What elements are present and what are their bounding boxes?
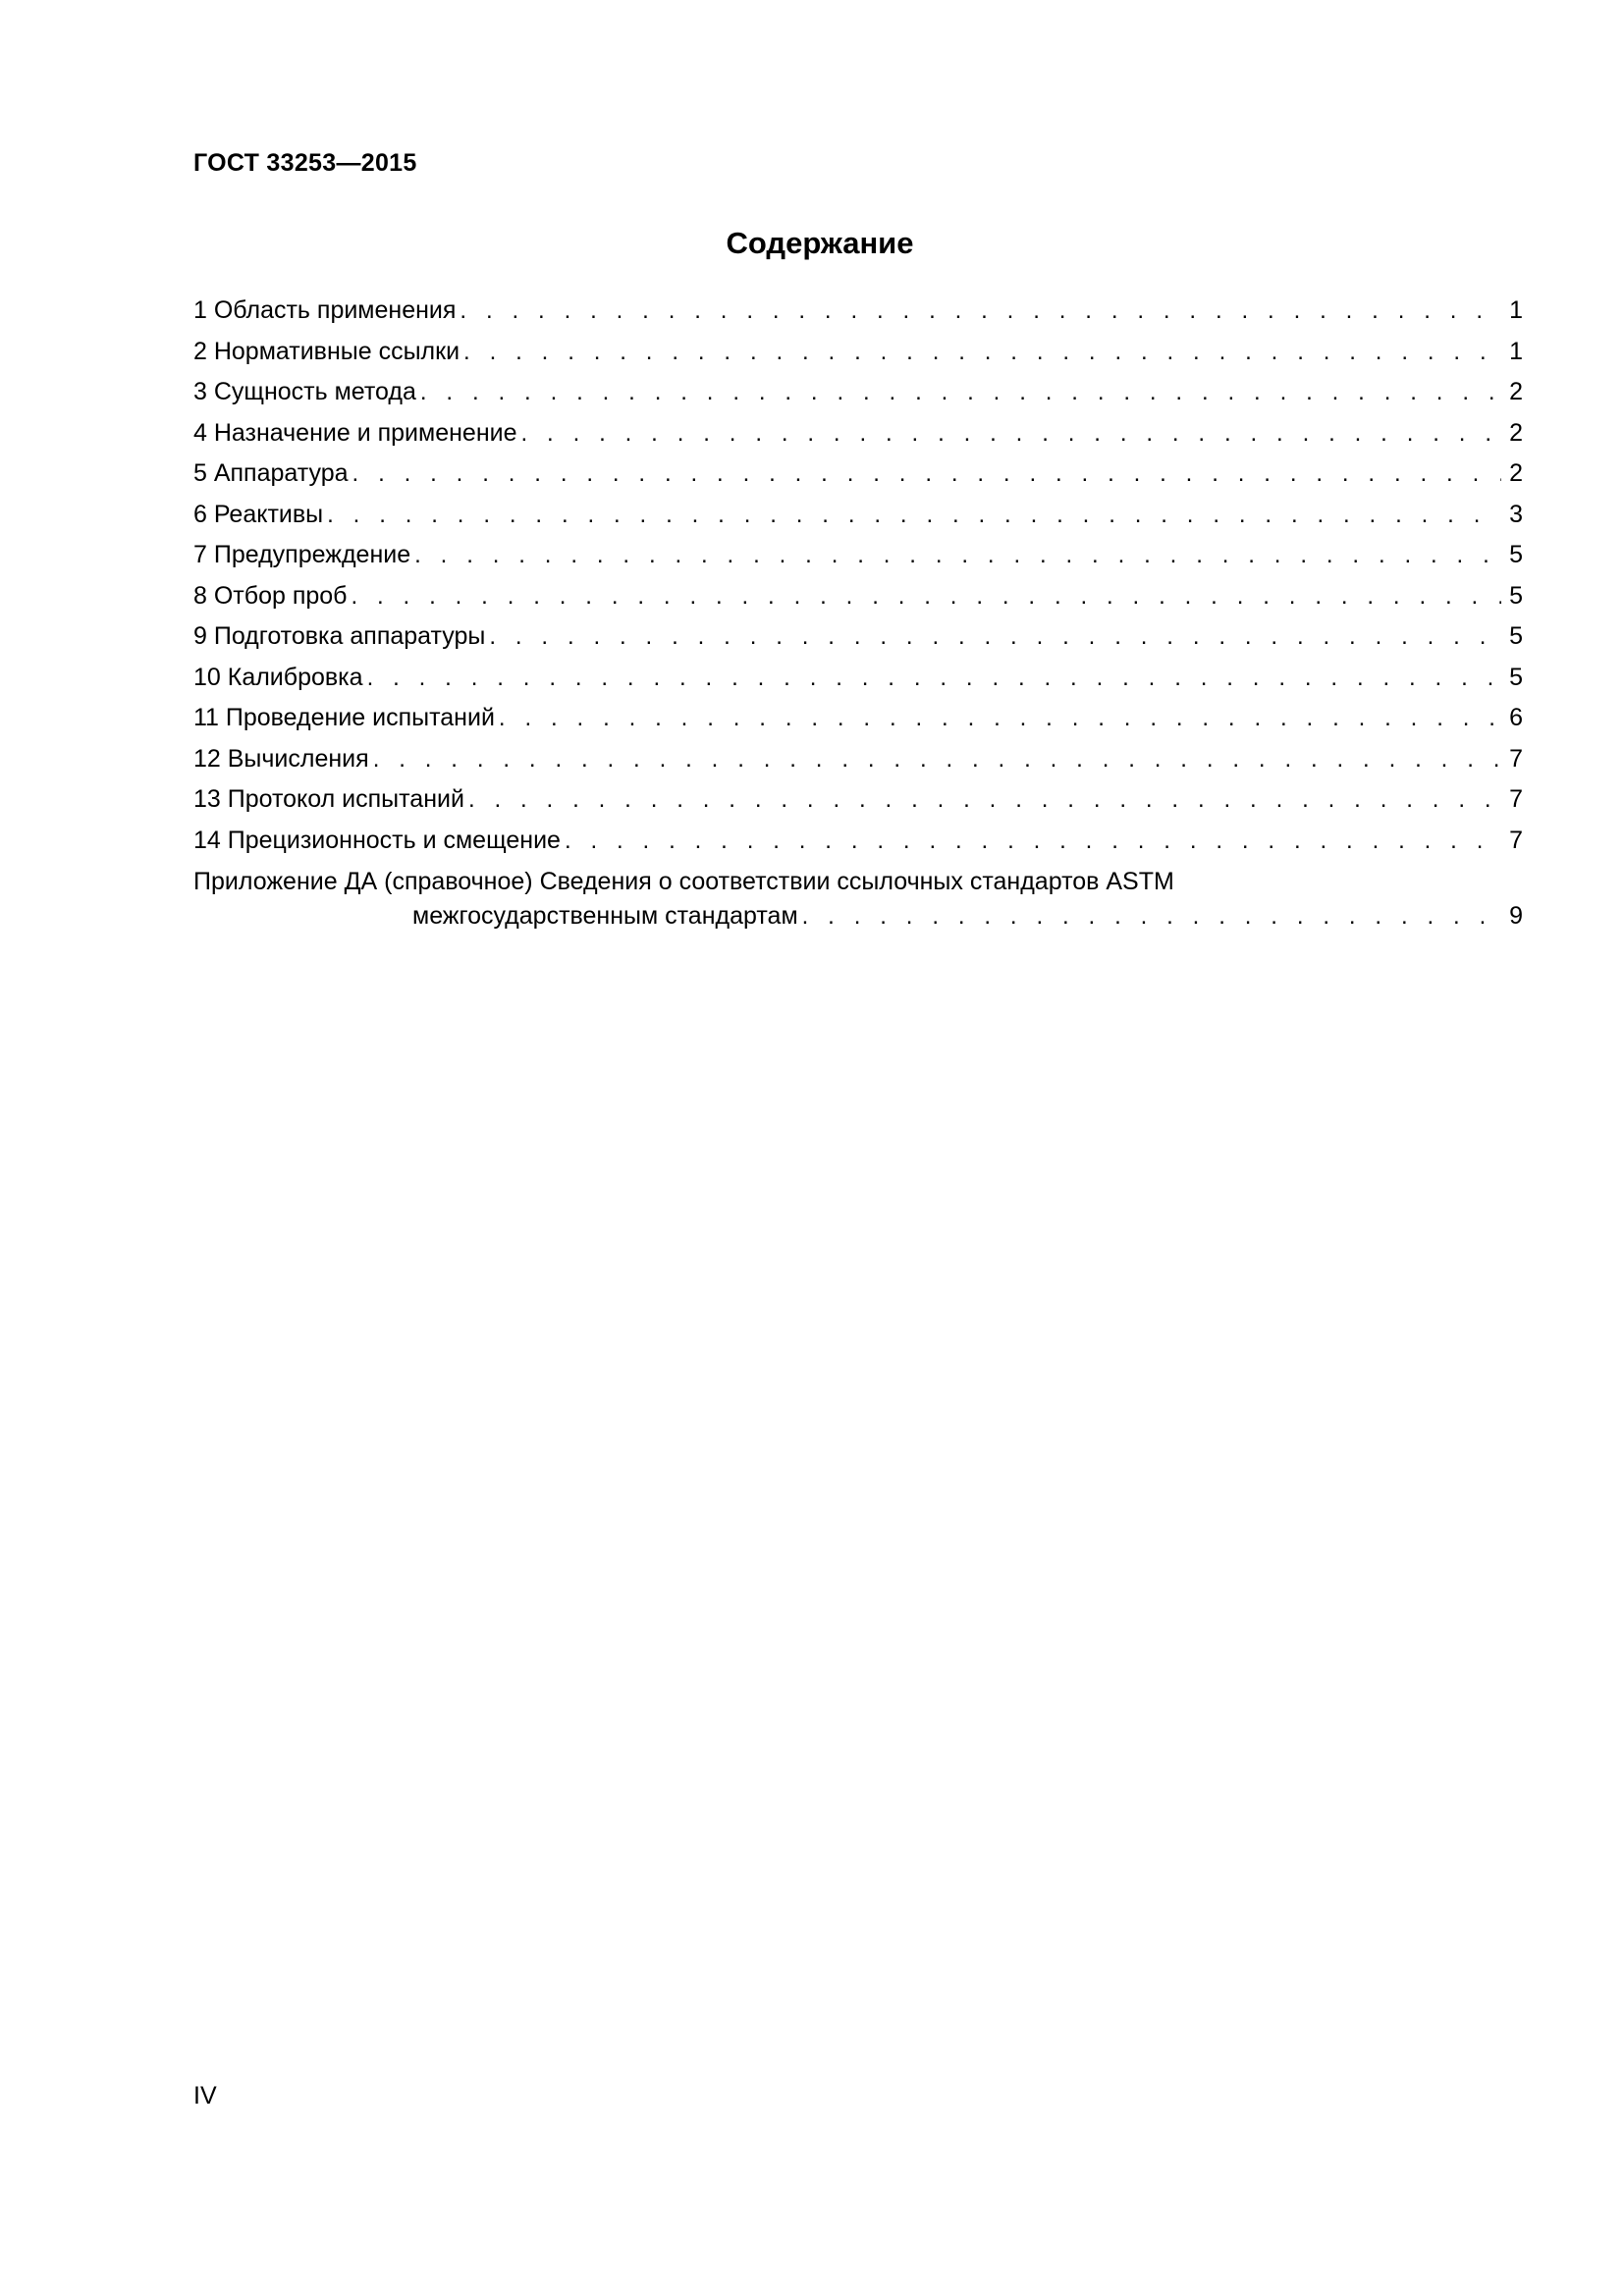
appendix-title-line2: межгосударственным стандартам bbox=[412, 902, 798, 930]
toc-entry-label: 6 Реактивы bbox=[193, 500, 324, 528]
toc-entry-page: 7 bbox=[1509, 744, 1523, 773]
toc-entry-page: 2 bbox=[1509, 459, 1523, 487]
dot-leader bbox=[802, 899, 1503, 934]
toc-entry-page: 5 bbox=[1509, 541, 1523, 568]
toc-entry-page: 5 bbox=[1509, 622, 1523, 650]
dot-leader bbox=[499, 698, 1501, 739]
toc-entry-label: 10 Калибровка bbox=[193, 663, 363, 691]
appendix-title-line2-row bbox=[193, 898, 1523, 934]
toc-entry-2[interactable] bbox=[193, 332, 1523, 373]
toc-entry-page: 5 bbox=[1509, 581, 1523, 610]
dot-leader bbox=[521, 413, 1502, 454]
dot-leader bbox=[463, 332, 1501, 373]
toc-entry-1[interactable] bbox=[193, 291, 1523, 332]
toc-entry-label: 9 Подготовка аппаратуры bbox=[193, 622, 486, 650]
toc-entry-label: 3 Сущность метода bbox=[193, 378, 416, 405]
toc-entry-14[interactable] bbox=[193, 821, 1523, 862]
dot-leader bbox=[489, 616, 1501, 658]
toc-entry-4[interactable] bbox=[193, 413, 1523, 454]
dot-leader bbox=[468, 779, 1501, 821]
document-code: ГОСТ 33253—2015 bbox=[193, 149, 417, 177]
toc-entry-11[interactable] bbox=[193, 698, 1523, 739]
toc-entry-page: 3 bbox=[1509, 500, 1523, 528]
toc-entry-label: 12 Вычисления bbox=[193, 744, 369, 773]
toc-entry-page: 1 bbox=[1509, 296, 1523, 324]
toc-entry-5[interactable] bbox=[193, 454, 1523, 495]
toc-entry-label: 4 Назначение и применение bbox=[193, 418, 517, 447]
toc-entry-label: 14 Прецизионность и смещение bbox=[193, 826, 561, 854]
dot-leader bbox=[351, 576, 1501, 617]
toc-entry-page: 2 bbox=[1509, 378, 1523, 405]
toc-entry-page: 2 bbox=[1509, 418, 1523, 447]
toc-entry-label: 1 Область применения bbox=[193, 296, 457, 324]
dot-leader bbox=[352, 454, 1501, 495]
toc-entry-label: 8 Отбор проб bbox=[193, 581, 348, 610]
table-of-contents bbox=[193, 291, 1523, 934]
toc-entry-page: 6 bbox=[1509, 704, 1523, 731]
toc-entry-label: 5 Аппаратура bbox=[193, 459, 349, 487]
toc-entry-label: 11 Проведение испытаний bbox=[193, 704, 495, 731]
toc-entry-appendix[interactable] bbox=[193, 865, 1523, 934]
toc-entry-page: 5 bbox=[1509, 663, 1523, 691]
dot-leader bbox=[373, 739, 1501, 780]
toc-entry-3[interactable] bbox=[193, 372, 1523, 413]
toc-entry-page: 7 bbox=[1509, 826, 1523, 854]
toc-entry-6[interactable] bbox=[193, 495, 1523, 536]
dot-leader bbox=[327, 495, 1501, 536]
toc-title: Содержание bbox=[726, 226, 914, 260]
dot-leader bbox=[420, 372, 1501, 413]
dot-leader bbox=[460, 291, 1501, 332]
toc-entry-8[interactable] bbox=[193, 576, 1523, 617]
appendix-title-line1: Приложение ДА (справочное) Сведения о соответствии ссылочных стандартов ASTM bbox=[193, 868, 1174, 895]
toc-entry-label: 2 Нормативные ссылки bbox=[193, 337, 460, 365]
toc-entry-page: 9 bbox=[1509, 902, 1523, 930]
toc-entry-12[interactable] bbox=[193, 739, 1523, 780]
toc-entry-13[interactable] bbox=[193, 779, 1523, 821]
toc-entry-9[interactable] bbox=[193, 616, 1523, 658]
toc-entry-label: 7 Предупреждение bbox=[193, 541, 411, 568]
toc-entry-10[interactable] bbox=[193, 658, 1523, 699]
dot-leader bbox=[565, 821, 1501, 862]
dot-leader bbox=[367, 658, 1501, 699]
toc-entry-label: 13 Протокол испытаний bbox=[193, 785, 464, 813]
toc-entry-7[interactable] bbox=[193, 535, 1523, 576]
page-number: IV bbox=[193, 2082, 217, 2109]
toc-entry-page: 7 bbox=[1509, 785, 1523, 813]
toc-entry-page: 1 bbox=[1509, 337, 1523, 365]
dot-leader bbox=[414, 535, 1501, 576]
